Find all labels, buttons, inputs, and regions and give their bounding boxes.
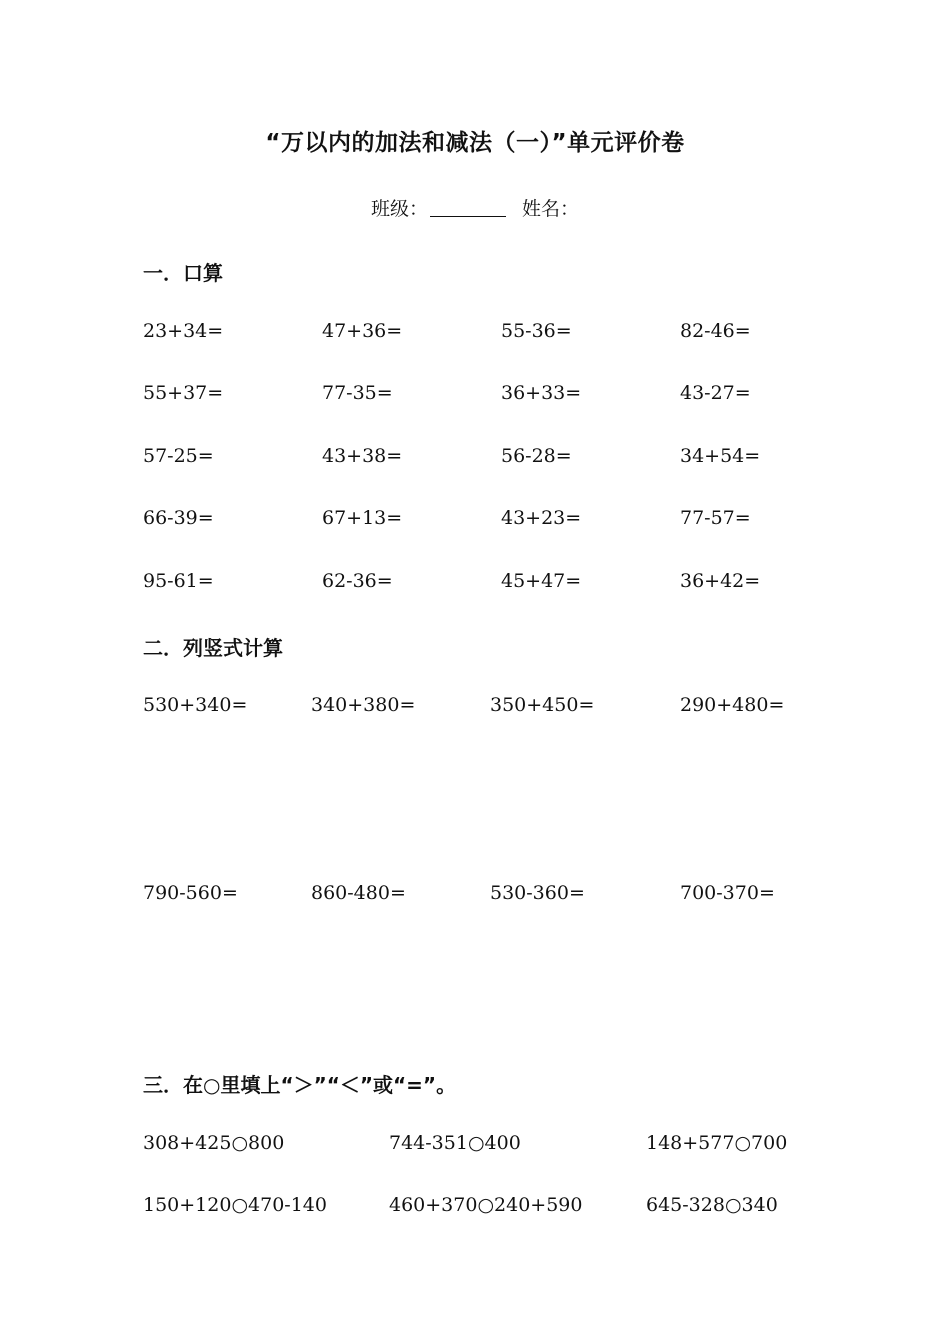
problem-item: 45+47=: [501, 570, 582, 592]
problem-item: 56-28=: [501, 445, 572, 467]
problem-item: 34+54=: [680, 445, 761, 467]
problem-item: 36+33=: [501, 382, 582, 404]
section-heading-compare: 三．在○里填上“＞”“＜”或“=”。: [143, 1073, 457, 1097]
problem-item: 36+42=: [680, 570, 761, 592]
problem-item: 95-61=: [143, 570, 214, 592]
problem-item: 55-36=: [501, 320, 572, 342]
problem-item: 43+23=: [501, 507, 582, 529]
class-blank[interactable]: [430, 198, 506, 217]
problem-item: 148+577○700: [646, 1132, 788, 1154]
page-title: “万以内的加法和减法（一）”单元评价卷: [265, 130, 685, 156]
problem-item: 340+380=: [311, 694, 416, 716]
problem-item: 150+120○470-140: [143, 1194, 327, 1216]
section-heading-mental-math: 一．口算: [143, 261, 223, 285]
problem-item: 82-46=: [680, 320, 751, 342]
problem-item: 860-480=: [311, 882, 406, 904]
section-heading-vertical-calc: 二．列竖式计算: [143, 636, 283, 660]
problem-item: 460+370○240+590: [389, 1194, 583, 1216]
problem-item: 43-27=: [680, 382, 751, 404]
problem-item: 77-35=: [322, 382, 393, 404]
problem-item: 645-328○340: [646, 1194, 778, 1216]
problem-item: 23+34=: [143, 320, 224, 342]
name-label: 姓名：: [522, 198, 580, 220]
problem-item: 290+480=: [680, 694, 785, 716]
problem-item: 55+37=: [143, 382, 224, 404]
problem-item: 57-25=: [143, 445, 214, 467]
student-info: [0, 194, 950, 221]
problem-item: 47+36=: [322, 320, 403, 342]
problem-item: 744-351○400: [389, 1132, 521, 1154]
problem-item: 350+450=: [490, 694, 595, 716]
problem-item: 790-560=: [143, 882, 238, 904]
problem-item: 66-39=: [143, 507, 214, 529]
problem-item: 700-370=: [680, 882, 775, 904]
problem-item: 67+13=: [322, 507, 403, 529]
problem-item: 308+425○800: [143, 1132, 285, 1154]
class-label: 班级：: [370, 198, 428, 220]
problem-item: 77-57=: [680, 507, 751, 529]
problem-item: 530-360=: [490, 882, 585, 904]
problem-item: 62-36=: [322, 570, 393, 592]
problem-item: 43+38=: [322, 445, 403, 467]
problem-item: 530+340=: [143, 694, 248, 716]
